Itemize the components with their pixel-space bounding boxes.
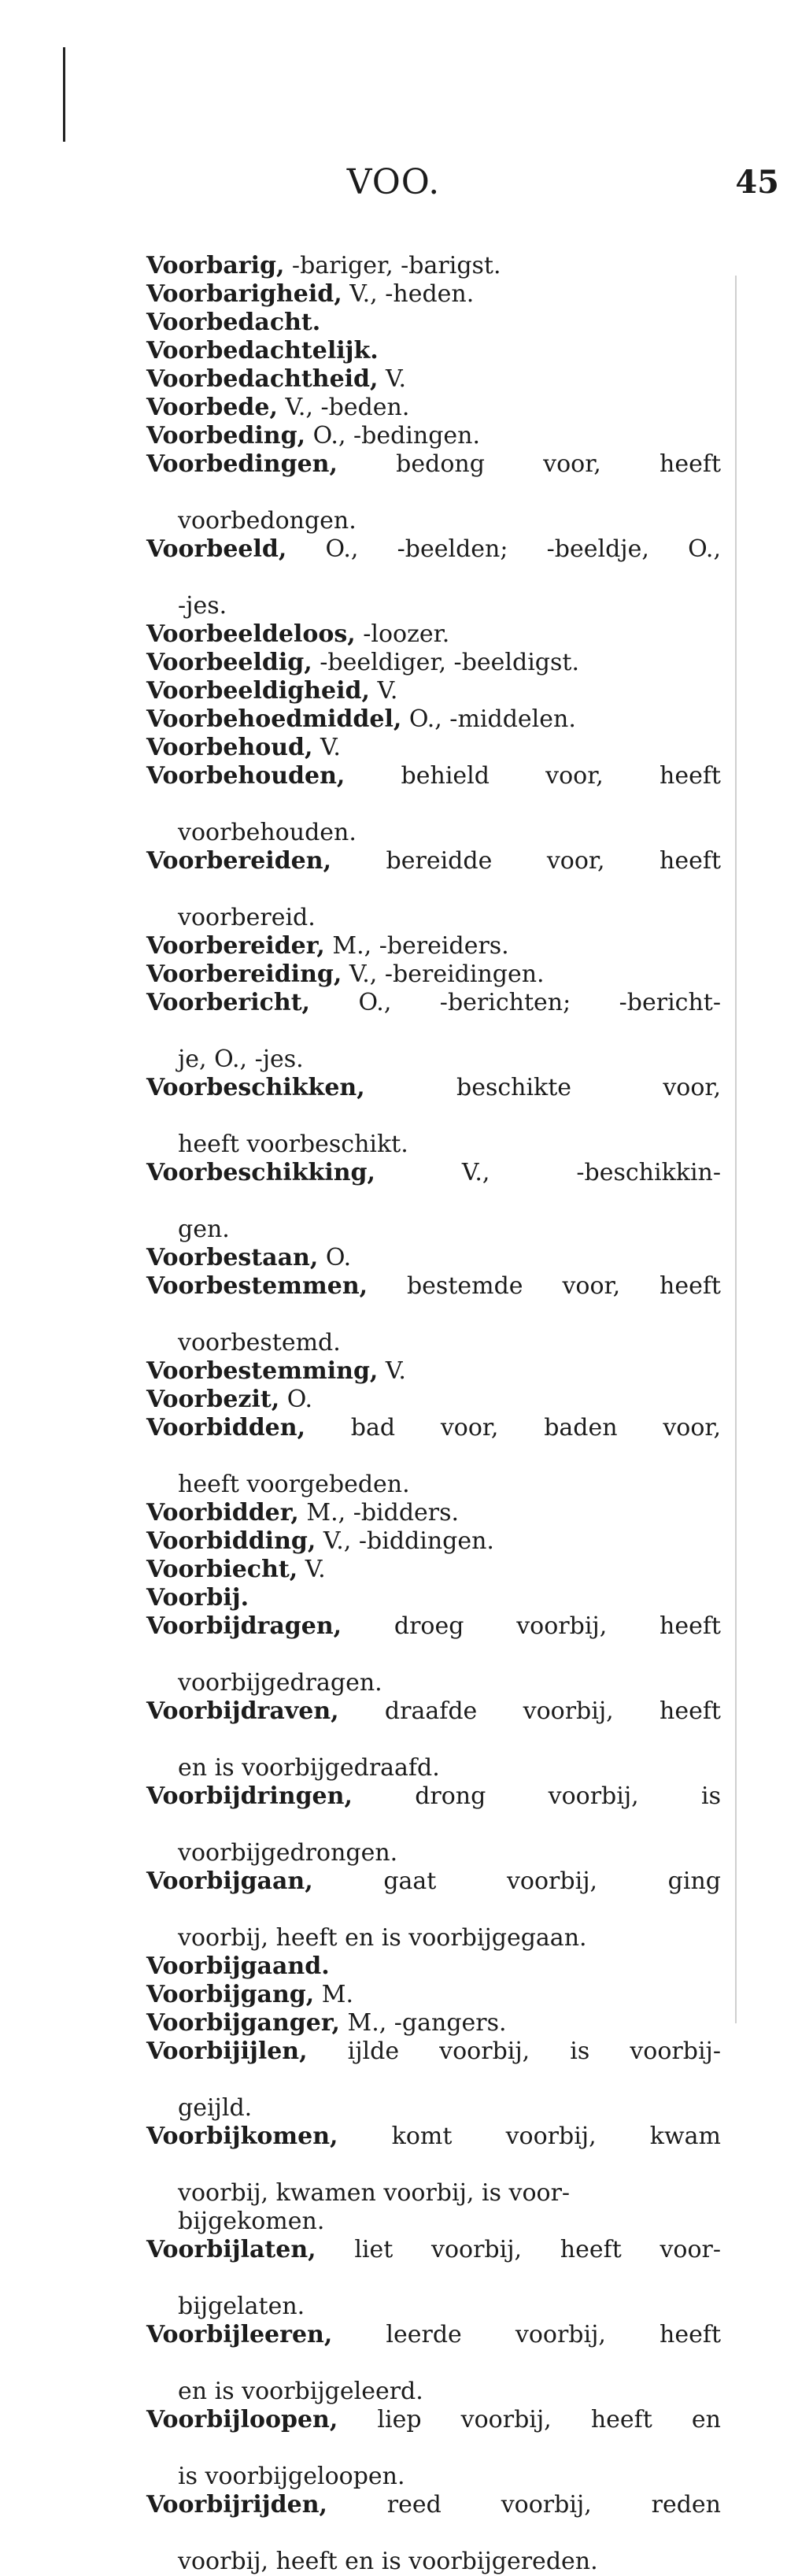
dictionary-entry (146, 649, 721, 677)
dictionary-entry (146, 422, 721, 450)
entry-definition: bereidde voor, heeft (331, 847, 721, 875)
dictionary-entry (146, 535, 721, 620)
entry-headword: Voorbereiding, (146, 960, 342, 988)
entry-headword: Voorbidding, (146, 1527, 316, 1555)
entry-first-line (146, 1386, 721, 1414)
entry-headword: Voorbijdragen, (146, 1612, 342, 1640)
dictionary-entry (146, 365, 721, 394)
entry-definition: M., -bidders. (298, 1499, 460, 1527)
dictionary-entry (146, 394, 721, 422)
entry-continuation: voorbereid. (178, 904, 316, 931)
entry-continuation: is voorbijgeloopen. (178, 2463, 405, 2490)
entry-definition: -beeldiger, -beeldigst. (312, 649, 579, 676)
entry-first-line (146, 649, 721, 677)
entry-headword: Voorbeeld, (146, 535, 287, 563)
entry-first-line (146, 1499, 721, 1527)
entry-definition: V., -bereidingen. (342, 960, 545, 988)
entry-continuation: en is voorbijgedraafd. (178, 1754, 440, 1782)
entry-definition: O., -beelden; -beeldje, O., (286, 535, 721, 563)
dictionary-entry (146, 2491, 721, 2576)
entry-headword: Voorbehouden, (146, 762, 345, 790)
right-margin-line (735, 276, 737, 2023)
entry-headword: Voorbedachtheid, (146, 365, 379, 393)
entry-definition: ijlde voorbij, is voorbij- (307, 2037, 721, 2065)
entry-headword: Voorbijdraven, (146, 1697, 339, 1725)
dictionary-entry (146, 1357, 721, 1386)
dictionary-entry (146, 620, 721, 649)
dictionary-entry (146, 2406, 721, 2491)
entry-headword: Voorbestemmen, (146, 1272, 368, 1300)
entry-continuation: bijgelaten. (178, 2293, 305, 2320)
dictionary-entry (146, 1386, 721, 1414)
entry-definition: V. (297, 1556, 326, 1583)
entry-headword: Voorbarigheid, (146, 280, 342, 308)
entry-definition: reed voorbij, reden (327, 2491, 721, 2519)
dictionary-entry (146, 2236, 721, 2321)
dictionary-entry (146, 989, 721, 1074)
entry-first-line (146, 309, 721, 337)
entry-first-line (146, 1244, 721, 1272)
dictionary-entry (146, 932, 721, 960)
entry-headword: Voorbeeldigheid, (146, 677, 370, 705)
page-header-title: VOO. (346, 162, 441, 202)
entry-definition: draafde voorbij, heeft (338, 1697, 721, 1725)
entry-first-line (146, 1159, 721, 1216)
entry-first-line (146, 1867, 721, 1924)
dictionary-entry (146, 734, 721, 762)
entry-headword: Voorbijrijden, (146, 2491, 327, 2519)
dictionary-entry (146, 2123, 721, 2236)
entry-definition: O., -middelen. (401, 705, 576, 733)
entry-continuation: voorbij, heeft en is voorbijgegaan. (178, 1924, 587, 1952)
dictionary-entry (146, 280, 721, 309)
entry-headword: Voorbezit, (146, 1386, 280, 1413)
entry-headword: Voorbijgaand. (146, 1952, 330, 1980)
entry-first-line (146, 1357, 721, 1386)
entry-first-line (146, 1527, 721, 1556)
entry-headword: Voorbereiden, (146, 847, 332, 875)
entry-first-line (146, 847, 721, 904)
entry-definition: V., -beden. (277, 394, 410, 421)
entry-definition: leerde voorbij, heeft (332, 2321, 721, 2348)
entry-definition: M. (314, 1981, 354, 2008)
entry-headword: Voorbedachtelijk. (146, 337, 379, 365)
entry-continuation: voorbedongen. (178, 507, 357, 535)
entry-definition: M., -gangers. (339, 2009, 507, 2037)
dictionary-entry (146, 1414, 721, 1499)
entry-continuation: voorbijgedrongen. (178, 1839, 398, 1867)
entry-continuation: en is voorbijgeleerd. (178, 2378, 423, 2405)
entry-first-line (146, 252, 721, 280)
dictionary-column (146, 252, 721, 2576)
dictionary-entry (146, 337, 721, 365)
dictionary-entry (146, 1527, 721, 1556)
dictionary-entry (146, 1074, 721, 1159)
entry-definition: liep voorbij, heeft en (338, 2406, 721, 2434)
entry-first-line (146, 422, 721, 450)
entry-first-line (146, 1612, 721, 1669)
entry-headword: Voorbijijlen, (146, 2037, 308, 2065)
entry-continuation: je, O., -jes. (178, 1046, 304, 1073)
entry-headword: Voorbiecht, (146, 1556, 298, 1583)
dictionary-entry (146, 1952, 721, 1981)
dictionary-entry (146, 1584, 721, 1612)
dictionary-entry (146, 1697, 721, 1782)
entry-definition: V., -heden. (342, 280, 475, 308)
dictionary-entry (146, 762, 721, 847)
entry-definition: bedong voor, heeft (337, 450, 721, 478)
entry-first-line (146, 1952, 721, 1981)
dictionary-entry (146, 309, 721, 337)
entry-definition: M., -bereiders. (324, 932, 509, 960)
dictionary-entry (146, 1244, 721, 1272)
entry-first-line (146, 2236, 721, 2293)
dictionary-entry (146, 705, 721, 734)
dictionary-entry (146, 1867, 721, 1952)
entry-first-line (146, 1697, 721, 1754)
entry-first-line (146, 1782, 721, 1839)
entry-first-line (146, 450, 721, 507)
entry-first-line (146, 932, 721, 960)
entry-headword: Voorbereider, (146, 932, 325, 960)
entry-definition: O., -bedingen. (305, 422, 481, 450)
entry-first-line (146, 2321, 721, 2378)
entry-definition: komt voorbij, kwam (338, 2123, 721, 2150)
entry-definition: V. (369, 677, 398, 705)
entry-headword: Voorbijgaan, (146, 1867, 313, 1895)
entry-definition: V., -beschikkin- (375, 1159, 721, 1186)
entry-continuation: voorbij, heeft en is voorbijgereden. (178, 2548, 598, 2575)
dictionary-entry (146, 1159, 721, 1244)
dictionary-entry (146, 1556, 721, 1584)
entry-first-line (146, 2491, 721, 2548)
left-margin-rule (63, 47, 65, 142)
entry-continuation: voorbij, kwamen voorbij, is voor- (178, 2179, 571, 2207)
entry-definition: beschikte voor, (364, 1074, 721, 1101)
entry-headword: Voorbehoedmiddel, (146, 705, 402, 733)
entry-continuation: -jes. (178, 592, 227, 620)
entry-continuation: geijld. (178, 2094, 253, 2122)
entry-headword: Voorbede, (146, 394, 278, 421)
entry-headword: Voorbeschikken, (146, 1074, 365, 1101)
entry-headword: Voorbijganger, (146, 2009, 340, 2037)
entry-first-line (146, 2406, 721, 2463)
entry-definition: liet voorbij, heeft voor- (316, 2236, 721, 2263)
entry-first-line (146, 734, 721, 762)
dictionary-entry (146, 960, 721, 989)
entry-first-line (146, 1414, 721, 1471)
entry-first-line (146, 1272, 721, 1329)
entry-headword: Voorbijgang, (146, 1981, 315, 2008)
entry-definition: V. (312, 734, 341, 761)
entry-headword: Voorbijleeren, (146, 2321, 333, 2348)
entry-first-line (146, 280, 721, 309)
entry-first-line (146, 2009, 721, 2037)
entry-definition: O., -berichten; -bericht- (310, 989, 721, 1016)
entry-continuation: voorbehouden. (178, 819, 357, 846)
dictionary-entry (146, 1981, 721, 2009)
entry-continuation: heeft voorgebeden. (178, 1471, 410, 1498)
entry-headword: Voorbestaan, (146, 1244, 319, 1271)
entry-headword: Voorbarig, (146, 252, 285, 279)
entry-headword: Voorbijlaten, (146, 2236, 316, 2263)
dictionary-entry (146, 677, 721, 705)
dictionary-entry (146, 252, 721, 280)
entry-definition: -loozer. (355, 620, 450, 648)
dictionary-entry (146, 2009, 721, 2037)
entry-definition: -bariger, -barigst. (284, 252, 501, 279)
dictionary-entry (146, 2321, 721, 2406)
entry-continuation: gen. (178, 1216, 230, 1243)
entry-headword: Voorbidden, (146, 1414, 306, 1442)
entry-definition: drong voorbij, is (352, 1782, 721, 1810)
entry-definition: bestemde voor, heeft (368, 1272, 721, 1300)
entry-first-line (146, 762, 721, 819)
entry-first-line (146, 1074, 721, 1131)
entry-first-line (146, 960, 721, 989)
entry-first-line (146, 2037, 721, 2094)
dictionary-entry (146, 1782, 721, 1867)
entry-continuation: bijgekomen. (178, 2208, 325, 2235)
entry-headword: Voorbeschikking, (146, 1159, 375, 1186)
entry-headword: Voorbeeldig, (146, 649, 312, 676)
entry-first-line (146, 1584, 721, 1612)
entry-headword: Voorbijloopen, (146, 2406, 338, 2434)
entry-headword: Voorbedacht. (146, 309, 321, 336)
entry-continuation: voorbestemd. (178, 1329, 341, 1356)
entry-definition: O. (279, 1386, 313, 1413)
entry-definition: V. (378, 365, 406, 393)
entry-first-line (146, 337, 721, 365)
entry-first-line (146, 535, 721, 592)
entry-headword: Voorbeding, (146, 422, 306, 450)
entry-first-line (146, 677, 721, 705)
entry-definition: gaat voorbij, ging (312, 1867, 721, 1895)
entry-headword: Voorbestemming, (146, 1357, 379, 1385)
entry-headword: Voorbijkomen, (146, 2123, 338, 2150)
entry-first-line (146, 620, 721, 649)
entry-definition: O. (318, 1244, 352, 1271)
entry-first-line (146, 1981, 721, 2009)
entry-headword: Voorbericht, (146, 989, 310, 1016)
dictionary-entry (146, 450, 721, 535)
entry-headword: Voorbij. (146, 1584, 249, 1612)
page-number: 45 (735, 164, 779, 201)
dictionary-entry (146, 2037, 721, 2123)
entry-headword: Voorbeeldeloos, (146, 620, 356, 648)
dictionary-entry (146, 847, 721, 932)
entry-continuation: heeft voorbeschikt. (178, 1131, 408, 1158)
entry-headword: Voorbehoud, (146, 734, 313, 761)
dictionary-entry (146, 1499, 721, 1527)
entry-definition: bad voor, baden voor, (305, 1414, 721, 1442)
entry-headword: Voorbijdringen, (146, 1782, 353, 1810)
entry-first-line (146, 989, 721, 1046)
entry-definition: V., -biddingen. (316, 1527, 494, 1555)
entry-headword: Voorbedingen, (146, 450, 338, 478)
entry-first-line (146, 2123, 721, 2179)
entry-first-line (146, 365, 721, 394)
entry-continuation: voorbijgedragen. (178, 1669, 382, 1697)
dictionary-entry (146, 1612, 721, 1697)
entry-first-line (146, 394, 721, 422)
entry-first-line (146, 1556, 721, 1584)
entry-definition: droeg voorbij, heeft (342, 1612, 721, 1640)
dictionary-entry (146, 1272, 721, 1357)
entry-headword: Voorbidder, (146, 1499, 299, 1527)
entry-definition: V. (378, 1357, 406, 1385)
entry-first-line (146, 705, 721, 734)
entry-definition: behield voor, heeft (345, 762, 721, 790)
